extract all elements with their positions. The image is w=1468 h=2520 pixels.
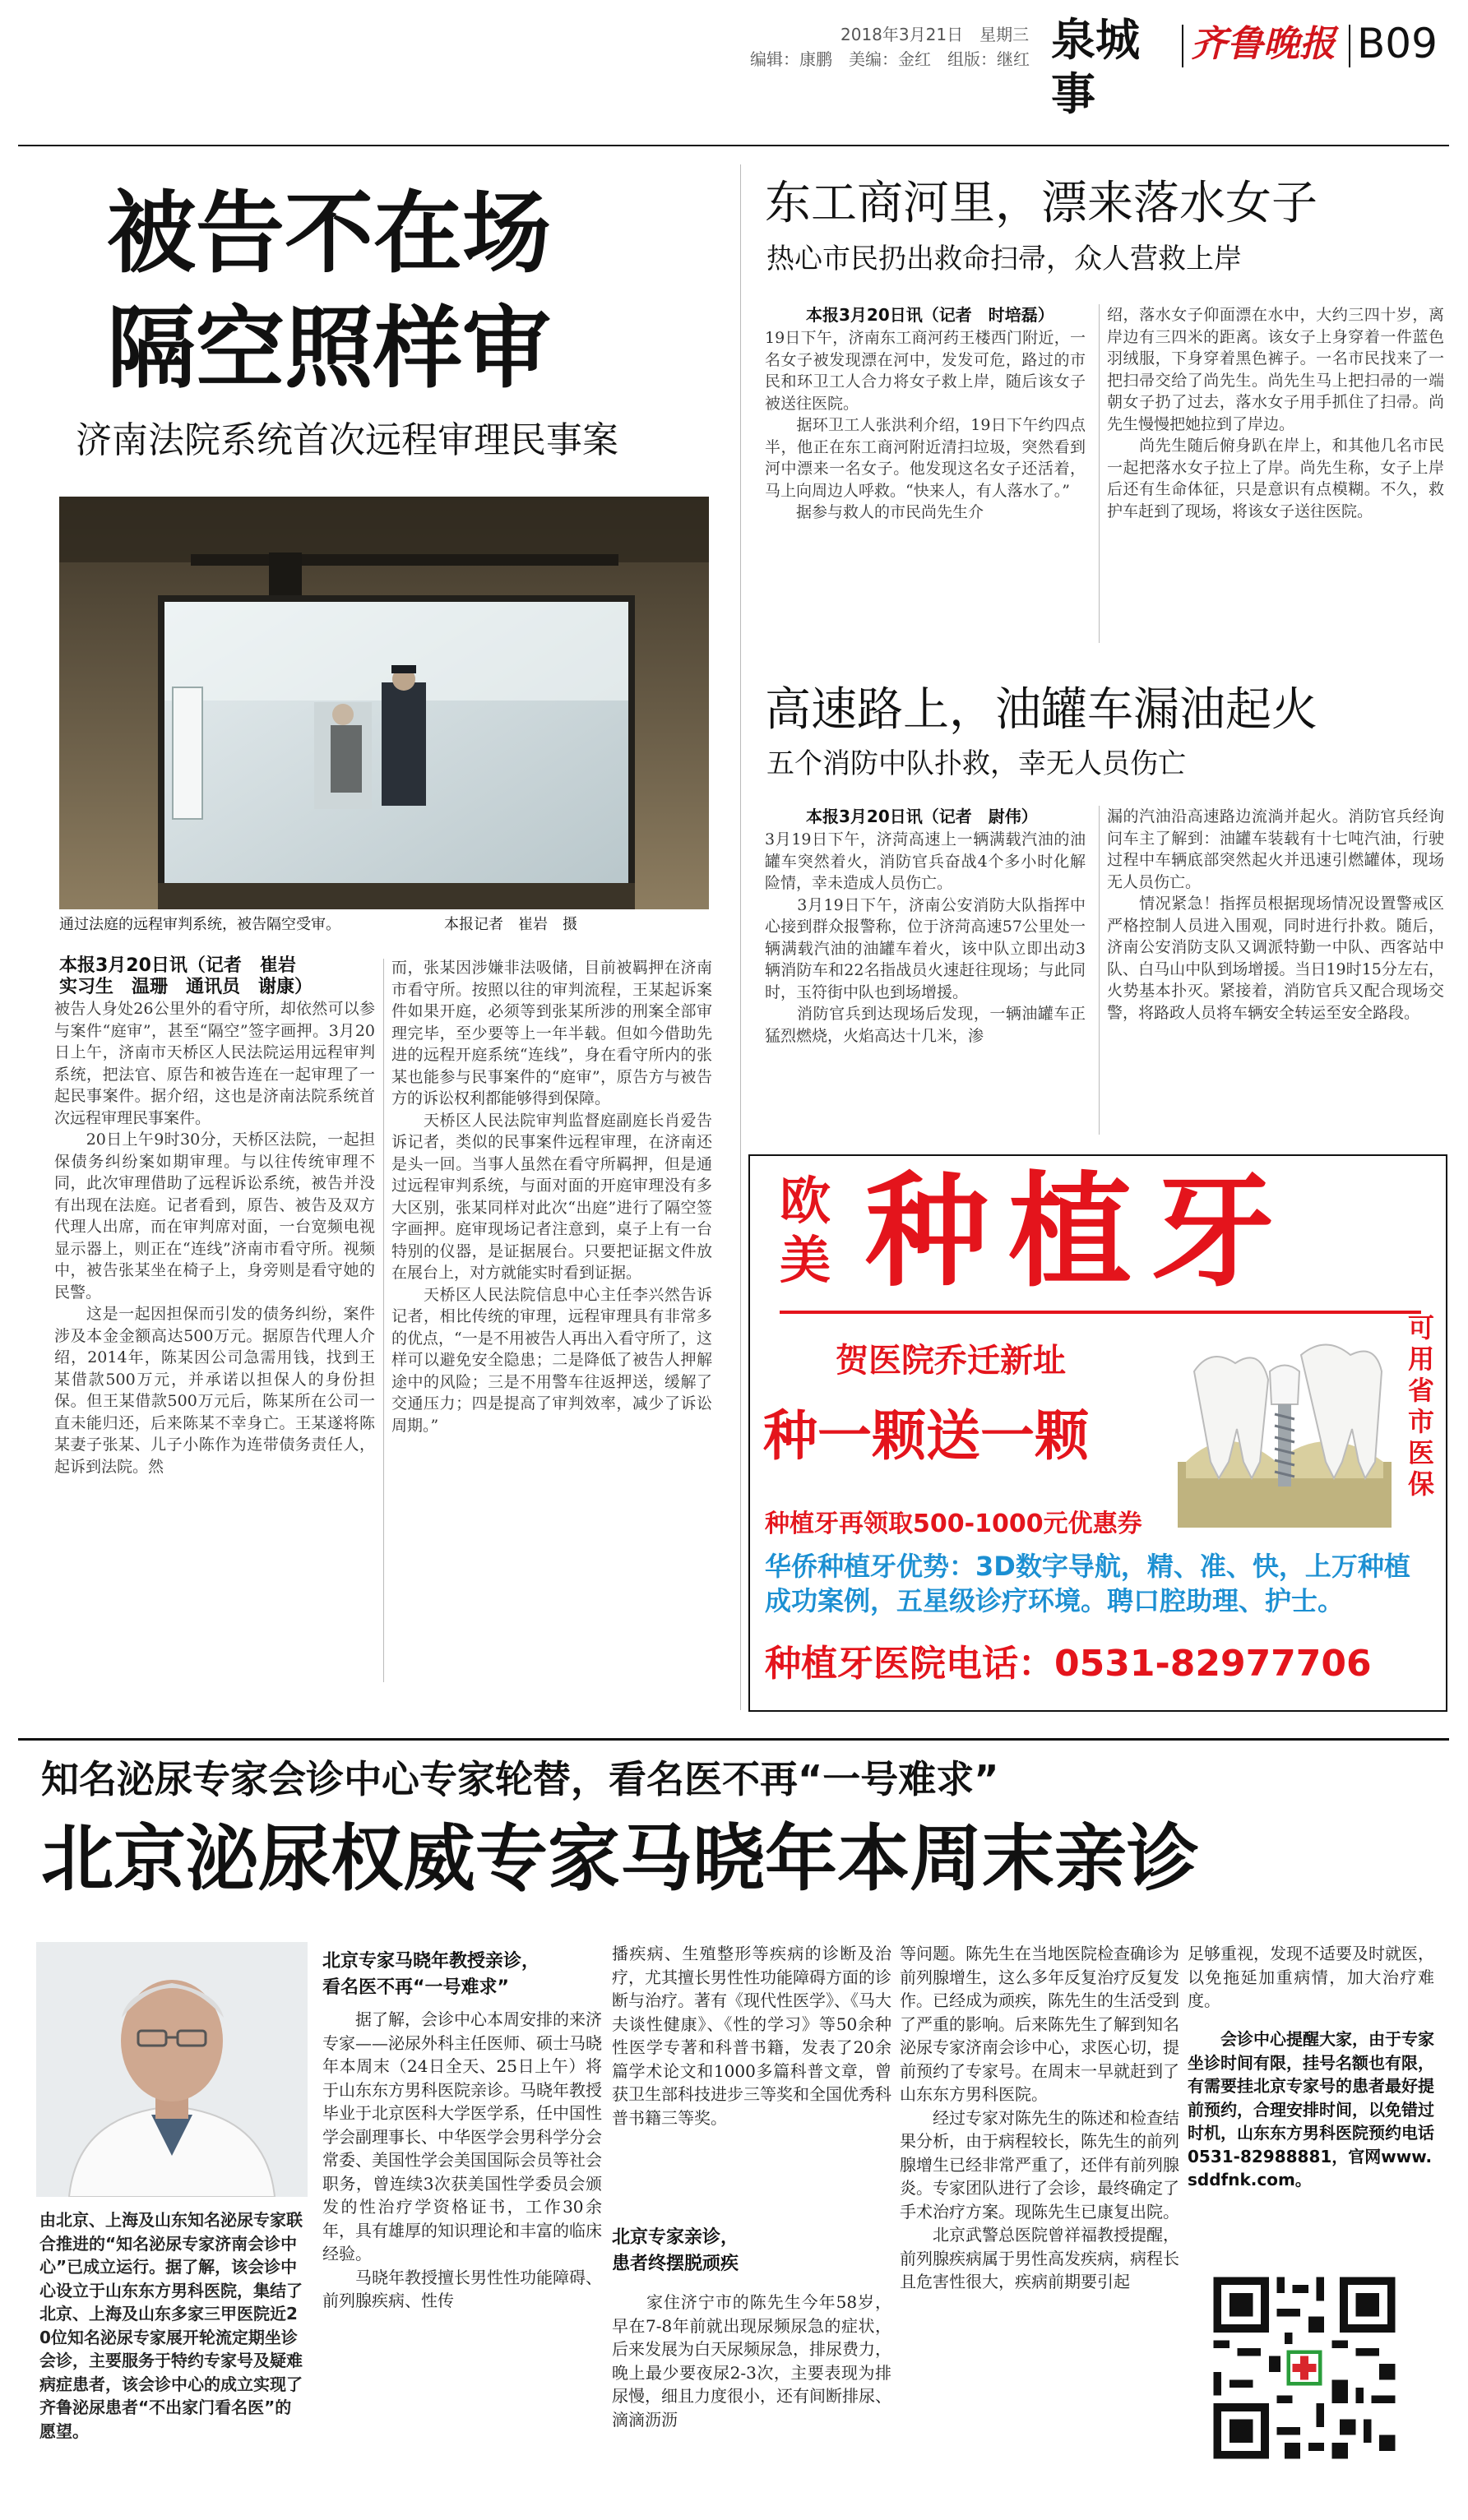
photo-caption: 通过法庭的远程审判系统，被告隔空受审。 (59, 916, 340, 933)
article3-headline: 高速路上，油罐车漏油起火 (765, 683, 1317, 737)
ad-tag-line2: 美 (780, 1230, 831, 1290)
qr-code[interactable] (1206, 2269, 1403, 2467)
ad-tag-line1: 欧 (780, 1171, 831, 1231)
urology-col1-heading: 北京专家马晓年教授亲诊， 看名医不再“一号难求” (322, 1951, 540, 1998)
header-rule (18, 145, 1449, 146)
doctor-photo (36, 1942, 308, 2197)
implant-ad[interactable] (748, 1154, 1447, 1712)
editor-credits: 编辑：康鹏 美编：金红 组版：继红 (750, 49, 1030, 69)
article1-column2: 而，张某因涉嫌非法吸储，目前被羁押在济南市看守所。按照以往的审判流程，王某起诉案件如果开庭，必须等到张某所涉的刑案全部审理完毕，至少要等上一年半载。但如今借助先进的远程开庭系统“连线”，身在看守所内的张某也能参与民事案件的“庭审”，原告方与被告方的诉讼权利都能够得到保障。 天桥区人民法院审判监督庭副庭长肖爱告诉记者，类似的民事案件远程审理，在济南还是头一回。当事人虽然在看守所羁押，但是通过远程审判系统，与面对面的开庭审理没有多大区别，张某同样对此次“出庭”进行了隔空签字画押。庭审现场记者注意到，桌子上有一台特别的仪器，是证据展台。只要把证据文件放在展台上，对方就能实时看到证据。 天桥区人民法院信息中心主任李兴然告诉记者，相比传统的审理，远程审理具有非常多的优点，“一是不用被告人再出入看守所了，这样可以避免安全隐患；二是降低了被告人押解途中的风险；三是不用警车往返押送，缓解了交通压力；四是提高了审判效率，减少了诉讼周期。” (391, 959, 712, 1435)
urology-col3-body: 等问题。陈先生在当地医院检查确诊为前列腺增生，这么多年反复治疗反复发作。已经成为顽疾，陈先生的生活受到了严重的影响。后来陈先生了解到知名泌尿专家济南会诊中心，求医心切，提前预约了专家号。在周末一早就赶到了山东东方男科医院。 经过专家对陈先生的陈述和检查结果分析，由于病程较长，陈先生的前列腺增生已经非常严重了，还伴有前列腺炎。专家团队进行了会诊，最终确定了手术治疗方案。现陈先生已康复出院。 北京武警总医院曾祥福教授提醒，前列腺疾病属于男性高发疾病，病程长且危害性很大，疾病前期要引起 (900, 1944, 1179, 2291)
ad-coupon: 种植牙再领取500-1000元优惠券 (765, 1510, 1142, 1538)
qr-code-icon (1206, 2269, 1403, 2467)
urology-col4-body: 足够重视，发现不适要及时就医，以免拖延加重病情，加大治疗难度。 (1188, 1944, 1434, 2010)
ad-new-address: 贺医院乔迁新址 (836, 1342, 1066, 1380)
issue-date: 2018年3月21日 星期三 (841, 25, 1030, 44)
article2-column1: 19日下午，济南东工商河药王楼西门附近，一名女子被发现漂在河中，发发可危，路过的市民和环卫工人合力将女子救上岸，随后该女子被送往医院。 据环卫工人张洪利介绍，19日下午约四点半，他正在东工商河附近清扫垃圾，突然看到河中漂来一名女子。他发现这名女子还活着，马上向周边人呼救。“快来人，有人落水了。” 据参与救人的市民尚先生介 (765, 329, 1086, 521)
header-divider-1 (1182, 25, 1183, 67)
article1-column1: 被告人身处26公里外的看守所，却依然可以参与案件“庭审”，甚至“隔空”签字画押。3月20日上午，济南市天桥区人民法院运用远程审判系统，把法官、原告和被告连在一起审理了一起民事案件。据介绍，这也是济南法院系统首次远程审理民事案件。 20日上午9时30分，天桥区法院，一起担保债务纠纷案如期审理。与以往传统审理不同，此次审理借助了远程诉讼系统，被告并没有出现在法庭。记者看到，原告、被告及双方代理人出席，而在审判席对面，一台宽频电视显示器上，则正在“连线”济南市看守所。视频中，被告张某坐在椅子上，身旁则是看守她的民警。 这是一起因担保而引发的债务纠纷，案件涉及本金金额高达500万元。据原告代理人介绍，2014年，陈某因公司急需用钱，找到王某借款500万元，并承诺以担保人的身份担保。但王某借款500万元后，陈某所在公司一直未能归还，后来陈某不幸身亡。王某遂将陈某妻子张某、儿子小陈作为连带债务责任人，起诉到法院。然 (54, 1000, 375, 1476)
ad-offer: 种一颗送一颗 (763, 1404, 1089, 1468)
section-title: 泉城事 (1051, 14, 1140, 120)
article3-column-divider (1099, 806, 1100, 1135)
section-rule (18, 1738, 1449, 1741)
page-number: B09 (1357, 20, 1438, 67)
photo-credit: 本报记者 崔岩 摄 (444, 916, 577, 933)
ad-advantage: 华侨种植牙优势：3D数字导航，精、准、快，上万种植成功案例，五星级诊疗环境。聘口腔助理、护士。 (765, 1551, 1410, 1616)
courtroom-photo-svg (59, 497, 709, 909)
ad-tooth-implant-image (1178, 1339, 1392, 1528)
ad-title-underline (780, 1311, 1421, 1314)
ad-phone[interactable]: 种植牙医院电话：0531-82977706 (765, 1643, 1372, 1685)
article2-headline: 东工商河里，漂来落水女子 (765, 177, 1317, 230)
article2-column2: 绍，落水女子仰面漂在水中，大约三四十岁，离岸边有三四米的距离。该女子上身穿着一件蓝色羽绒服，下身穿着黑色裤子。一名市民找来了一把扫帚交给了尚先生。尚先生马上把扫帚的一端朝女子扔了过去，落水女子用手抓住了扫帚。尚先生慢慢把她拉到了岸边。 尚先生随后俯身趴在岸上，和其他几名市民一起把落水女子拉上了岸。尚先生称，女子上岸后还有生命体征，只是意识有点模糊。不久，救护车赶到了现场，将该女子送往医院。 (1107, 306, 1444, 520)
urology-col2-body: 播疾病、生殖整形等疾病的诊断及治疗，尤其擅长男性性功能障碍方面的诊断与治疗。著有《现代性医学》、《马大夫谈性健康》、《性的学习》等50余种性医学专著和科普书籍，发表了20余篇学术论文和1000多篇科普文章，曾获卫生部科技进步三等奖和全国优秀科普书籍三等奖。 (612, 1944, 891, 2128)
urology-photo-caption: 由北京、上海及山东知名泌尿专家联合推进的“知名泌尿专家济南会诊中心”已成立运行。据了解，该会诊中心设立于山东东方男科医院，集结了北京、上海及山东多家三甲医院近20位知名泌尿专家展开轮流定期坐诊会诊，主要服务于特约专家号及疑难病症患者，该会诊中心的成立实现了齐鲁泌尿患者“不出家门看名医”的愿望。 (39, 2210, 303, 2441)
article1-column-divider (383, 959, 384, 1682)
urology-kicker: 知名泌尿专家会诊中心专家轮替，看名医不再“一号难求” (41, 1757, 999, 1801)
urology-col1-body: 据了解，会诊中心本周安排的来济专家——泌尿外科主任医师、硕士马晓年本周末（24日全天、25日上午）将于山东东方男科医院亲诊。马晓年教授毕业于北京医科大学医学系，任中国性学会副理事长、中华医学会男科学分会常委、美国性学会美国国际会员等社会职务，曾连续3次获美国性学委员会颁发的性治疗学资格证书，工作30余年，具有雄厚的知识理论和丰富的临床经验。 马晓年教授擅长男性性功能障碍、前列腺疾病、性传 (322, 2009, 602, 2310)
article3-column1: 3月19日下午，济菏高速上一辆满载汽油的油罐车突然着火，消防官兵奋战4个多小时化解险情，幸未造成人员伤亡。 3月19日下午，济南公安消防大队指挥中心接到群众报警称，位于济菏高速57公里处一辆满载汽油的油罐车着火，该中队立即出动3辆消防车和22名指战员火速赶往现场；与此同时，玉符街中队也到场增援。 消防官兵到达现场后发现，一辆油罐车正猛烈燃烧，火焰高达十几米，渗 (765, 830, 1086, 1045)
article3-subhead: 五个消防中队扑救，幸无人员伤亡 (766, 747, 1186, 780)
article1-subhead: 济南法院系统首次远程审理民事案 (76, 419, 618, 461)
urology-col2-body2: 家住济宁市的陈先生今年58岁，早在7-8年前就出现尿频尿急的症状，后来发展为白天尿频尿急，排尿费力，晚上最少要夜尿2-3次，主要表现为排尿慢，细且力度很小，还有间断排尿、滴滴沥沥 (612, 2292, 891, 2430)
article2-subhead: 热心市民扔出救命扫帚，众人营救上岸 (766, 243, 1242, 275)
ad-side-note: 可用省市医保 (1408, 1312, 1435, 1500)
urology-headline: 北京泌尿权威专家马晓年本周末亲诊 (41, 1816, 1200, 1901)
article3-byline: 本报3月20日讯（记者 尉伟） (806, 807, 1038, 826)
article2-byline: 本报3月20日讯（记者 时培磊） (806, 305, 1054, 325)
ad-title: 种植牙 (865, 1163, 1295, 1302)
tooth-implant-icon (1178, 1339, 1392, 1528)
urology-booking-tip[interactable]: 会诊中心提醒大家，由于专家坐诊时间有限，挂号名额也有限，有需要挂北京专家号的患者最好提前预约，合理安排时间，以免错过时机，山东东方男科医院预约电话0531-82988881，官网www.sddfnk.com。 (1188, 2029, 1434, 2189)
newspaper-logo: 齐鲁晚报 (1191, 23, 1336, 65)
courtroom-photo (59, 497, 709, 909)
article1-headline-line2: 隔空照样审 (107, 298, 552, 400)
page-vertical-divider (740, 164, 741, 1710)
doctor-portrait-svg (36, 1942, 308, 2197)
article1-headline-line1: 被告不在场 (107, 183, 552, 285)
urology-col2-heading: 北京专家亲诊， 患者终摆脱顽疾 (612, 2227, 739, 2274)
article1-byline: 本报3月20日讯（记者 崔岩 实习生 温珊 通讯员 谢康） (59, 955, 313, 997)
article3-column2: 漏的汽油沿高速路边流淌并起火。消防官兵经询问车主了解到：油罐车装载有十七吨汽油，行驶过程中车辆底部突然起火并迅速引燃罐体，现场无人员伤亡。 情况紧急！指挥员根据现场情况设置警戒区严格控制人员进入围观，同时进行扑救。随后，济南公安消防支队又调派特勤一中队、西客站中队、白马山中队到场增援。当日19时15分左右，火势基本扑灭。紧接着，消防官兵又配合现场交警，将路政人员将车辆安全转运至安全路段。 (1107, 807, 1444, 1022)
header-divider-2 (1349, 25, 1350, 67)
article2-column-divider (1099, 304, 1100, 643)
